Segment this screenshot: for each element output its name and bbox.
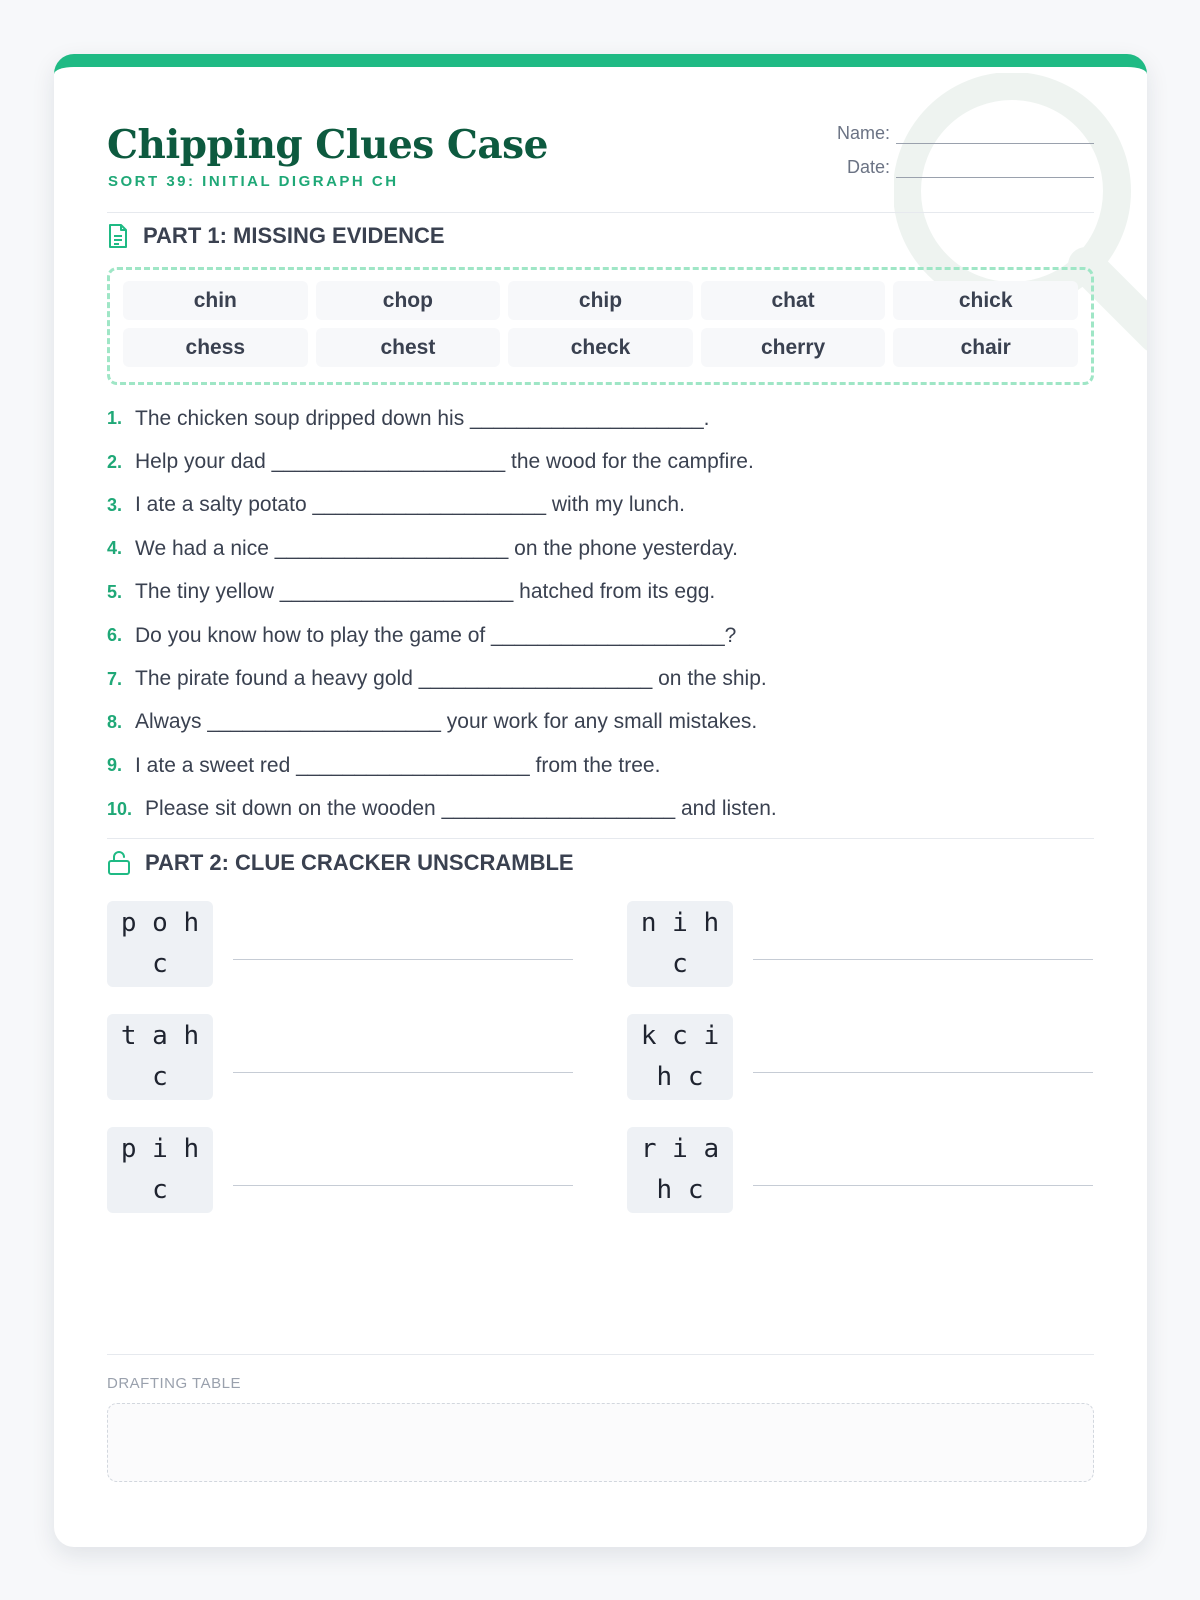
sentence-number: 9. (107, 755, 123, 776)
scramble-tile: k c i h c (627, 1014, 733, 1100)
document-icon (107, 223, 129, 249)
sentence-item (107, 397, 1097, 440)
scramble-item (627, 901, 1093, 987)
word-bank-item: cherry (701, 328, 886, 367)
scramble-item (627, 1014, 1093, 1100)
sentence-number: 4. (107, 538, 123, 559)
answer-line[interactable] (753, 1185, 1093, 1186)
name-line[interactable] (896, 128, 1094, 144)
sentence-text: We had a nice ____________________ on the phone yesterday. (135, 536, 738, 560)
word-bank-item: chick (893, 281, 1078, 320)
scramble-tile: p i h c (107, 1127, 213, 1213)
part1-heading (107, 223, 445, 249)
sentence-number: 6. (107, 625, 123, 646)
part2-heading (107, 850, 574, 876)
scramble-item (107, 1127, 573, 1213)
scramble-item (107, 901, 573, 987)
answer-line[interactable] (753, 959, 1093, 960)
sentence-text: Help your dad ____________________ the wood for the campfire. (135, 450, 754, 474)
date-label: Date: (846, 157, 890, 177)
sentence-item (107, 484, 1097, 527)
sentence-text: Always ____________________ your work for any small mistakes. (135, 710, 758, 734)
name-field[interactable] (837, 123, 1094, 144)
sentence-text: The pirate found a heavy gold ____________________ on the ship. (135, 667, 767, 691)
sentence-item (107, 788, 1097, 831)
date-field[interactable] (847, 157, 1094, 178)
name-label: Name: (836, 123, 890, 143)
sentence-number: 8. (107, 711, 123, 732)
drafting-label: DRAFTING TABLE (107, 1375, 241, 1392)
answer-line[interactable] (233, 959, 573, 960)
sentence-item (107, 571, 1097, 614)
word-bank-item: chair (893, 328, 1078, 367)
sentence-text: Please sit down on the wooden ____________________ and listen. (145, 797, 777, 821)
word-bank-item: chat (701, 281, 886, 320)
sentence-number: 1. (107, 408, 123, 429)
word-bank-item: chop (316, 281, 501, 320)
answer-line[interactable] (753, 1072, 1093, 1073)
sentence-number: 2. (107, 451, 123, 472)
page-title: Chipping Clues Case (107, 122, 548, 168)
scramble-tile: r i a h c (627, 1127, 733, 1213)
sentence-item (107, 744, 1097, 787)
word-bank (107, 267, 1094, 385)
scramble-item (107, 1014, 573, 1100)
section-divider (107, 838, 1094, 839)
sentence-number: 7. (107, 668, 123, 689)
header-divider (107, 212, 1094, 213)
sentence-number: 10. (107, 798, 133, 819)
word-bank-item: check (508, 328, 693, 367)
scramble-item (627, 1127, 1093, 1213)
part1-heading-text: PART 1: MISSING EVIDENCE (143, 223, 445, 248)
answer-line[interactable] (233, 1072, 573, 1073)
page-subtitle: SORT 39: INITIAL DIGRAPH CH (108, 173, 399, 190)
sentence-item (107, 701, 1097, 744)
word-bank-item: chest (316, 328, 501, 367)
scramble-tile: t a h c (107, 1014, 213, 1100)
sentence-text: I ate a salty potato ____________________ with my lunch. (135, 493, 685, 517)
sentence-item (107, 614, 1097, 657)
part2-heading-text: PART 2: CLUE CRACKER UNSCRAMBLE (145, 850, 574, 875)
sentence-list (107, 397, 1097, 831)
sentence-item (107, 527, 1097, 570)
answer-line[interactable] (233, 1185, 573, 1186)
sentence-number: 5. (107, 581, 123, 602)
drafting-divider (107, 1354, 1094, 1355)
sentence-text: The tiny yellow ____________________ hatched from its egg. (135, 580, 716, 604)
drafting-area[interactable] (107, 1403, 1094, 1482)
sentence-item (107, 440, 1097, 483)
scramble-tile: n i h c (627, 901, 733, 987)
sentence-text: I ate a sweet red ____________________ from the tree. (135, 753, 661, 777)
worksheet (54, 54, 1147, 1547)
date-line[interactable] (896, 162, 1094, 178)
sentence-text: The chicken soup dripped down his ____________________. (135, 406, 710, 430)
sentence-item (107, 657, 1097, 700)
word-bank-item: chess (123, 328, 308, 367)
word-bank-item: chin (123, 281, 308, 320)
sentence-text: Do you know how to play the game of ____________________? (135, 623, 737, 647)
word-bank-item: chip (508, 281, 693, 320)
scramble-tile: p o h c (107, 901, 213, 987)
unlock-icon (107, 850, 131, 876)
sentence-number: 3. (107, 494, 123, 515)
